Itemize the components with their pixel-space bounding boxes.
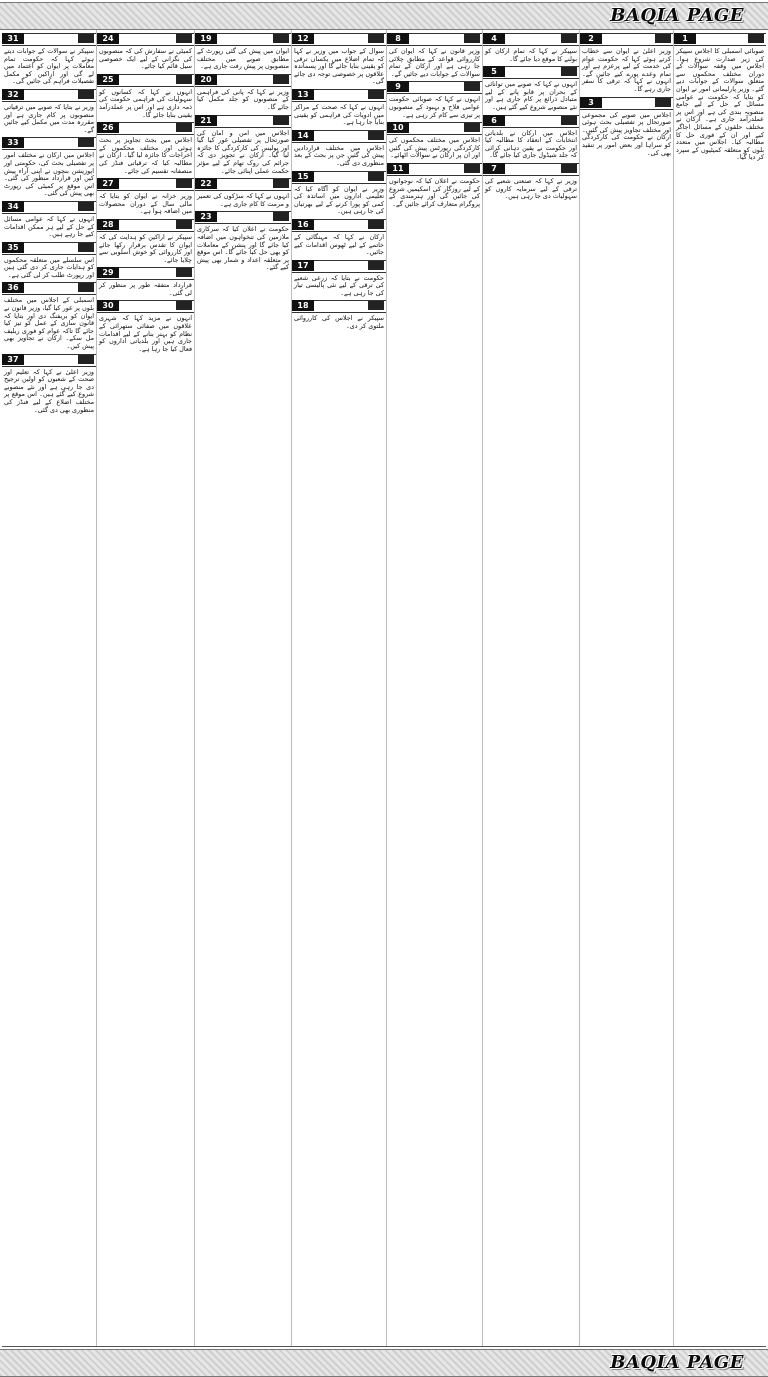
question-header <box>483 115 579 128</box>
question-header <box>2 201 96 214</box>
question-block <box>674 33 766 162</box>
question-tag-icon <box>273 34 289 43</box>
question-text: سپیکر نے سوالات کے جوابات دیتے ہوئے کہا کہ حکومت تمام معاملات پر ایوان کو اعتماد میں لے گی اور اراکین کو مکمل تفصیلات فراہم کی جائیں گی۔ <box>4 47 94 86</box>
question-number: 33 <box>2 137 24 148</box>
question-block <box>387 33 482 78</box>
question-text: انہوں نے کہا کہ صوبائی حکومت عوامی فلاح و بہبود کے منصوبوں پر تیزی سے کام کر رہی ہے۔ <box>389 95 480 119</box>
footer-title: BAQIA PAGE <box>610 1352 744 1373</box>
question-block <box>2 33 96 86</box>
question-text: اجلاس میں ارکان نے مختلف امور پر تفصیلی بحث کی، حکومتی اور اپوزیشن بنچوں نے اپنی آراء پیش کیں اور قرارداد منظور کی گئی۔ اس موقع پر کمیٹی کی رپورٹ بھی پیش کی گئی۔ <box>4 151 94 198</box>
question-text: اسمبلی کے اجلاس میں مختلف بلوں پر غور کیا گیا، وزیر قانون نے ایوان کو بریفنگ دی اور بتایا کہ قانون سازی کے عمل کو تیز کیا جائے گا تاکہ عوام کو فوری ریلیف مل سکے۔ ارکان نے تجاویز بھی پیش کیں۔ <box>4 296 94 351</box>
question-number: 1 <box>674 33 696 44</box>
column-1 <box>2 30 97 1346</box>
question-block <box>387 163 482 208</box>
question-number: 20 <box>195 74 217 85</box>
question-block <box>483 66 579 111</box>
question-text: انہوں نے کہا کہ صوبے میں توانائی کے بحران پر قابو پانے کے لیے متبادل ذرائع پر کام جاری ہے اور نئے منصوبے شروع کیے گئے ہیں۔ <box>485 80 577 111</box>
question-text: حکومت نے بتایا کہ زرعی شعبے کی ترقی کے لیے نئی پالیسی تیار کی جا رہی ہے۔ <box>294 273 384 297</box>
page-header-banner <box>0 2 768 30</box>
question-block <box>580 33 673 94</box>
question-block <box>387 81 482 119</box>
question-text: وزیر خزانہ نے ایوان کو بتایا کہ مالی سال کے دوران محصولات میں اضافہ ہوا ہے۔ <box>99 192 192 216</box>
question-header <box>674 33 766 46</box>
question-header <box>292 219 386 232</box>
question-header <box>292 171 386 184</box>
column-2 <box>97 30 195 1346</box>
question-tag-icon <box>176 75 192 84</box>
question-header <box>387 163 482 176</box>
question-header <box>2 242 96 255</box>
question-text: قرارداد متفقہ طور پر منظور کر لی گئی۔ <box>99 281 192 297</box>
question-text: اجلاس میں صوبے کی مجموعی صورتحال پر تفصیلی بحث ہوئی اور مختلف تجاویز پیش کی گئیں۔ ارکان نے حکومت کی کارکردگی کو سراہا اور بعض امور پر تنقید بھی کی۔ <box>582 110 671 157</box>
question-block <box>97 267 194 297</box>
question-block <box>387 122 482 160</box>
question-tag-icon <box>176 123 192 132</box>
question-number: 36 <box>2 282 24 293</box>
question-header <box>195 115 291 128</box>
question-header <box>580 33 673 46</box>
question-tag-icon <box>748 34 764 43</box>
question-tag-icon <box>561 116 577 125</box>
question-text: وزیر نے ایوان کو آگاہ کیا کہ تعلیمی اداروں میں اساتذہ کی کمی کو پورا کرنے کے لیے بھرتیاں کی جا رہی ہیں۔ <box>294 184 384 216</box>
question-header <box>97 74 194 87</box>
question-tag-icon <box>464 34 480 43</box>
question-tag-icon <box>368 90 384 99</box>
question-text: اجلاس میں امن و امان کی صورتحال پر تفصیلی غور کیا گیا اور پولیس کی کارکردگی کا جائزہ لیا گیا۔ ارکان نے تجویز دی کہ جرائم کی روک تھام کے لیے مؤثر حکمت عملی اپنائی جائے۔ <box>197 128 289 175</box>
question-text: صوبائی اسمبلی کا اجلاس سپیکر کی زیر صدارت شروع ہوا۔ اجلاس میں وقفہ سوالات کے دوران مختلف محکموں سے متعلق سوالات کے جوابات دیے گئے۔ وزیر پارلیمانی امور نے ایوان کو بتایا کہ حکومت نے عوامی مسائل کے حل کے لیے جامع منصوبہ بندی کی ہے اور اس پر عملدرآمد جاری ہے۔ ارکان نے مختلف حلقوں کے مسائل اجاگر کیے اور ان کے فوری حل کا مطالبہ کیا۔ اجلاس میں متعدد بلوں کو متعلقہ کمیٹیوں کے سپرد کر دیا گیا۔ <box>676 47 764 162</box>
question-text: سپیکر نے کہا کہ تمام ارکان کو بولنے کا موقع دیا جائے گا۔ <box>485 47 577 63</box>
question-tag-icon <box>561 67 577 76</box>
question-block <box>97 33 194 71</box>
question-header <box>580 97 673 110</box>
question-text: ارکان نے کہا کہ مہنگائی کے خاتمے کے لیے ٹھوس اقدامات کیے جائیں۔ <box>294 232 384 257</box>
question-block <box>2 282 96 350</box>
question-header <box>97 267 194 280</box>
question-text: وزیر نے بتایا کہ صوبے میں ترقیاتی منصوبوں پر کام جاری ہے اور مقررہ مدت میں مکمل کیے جائیں گے۔ <box>4 102 94 134</box>
question-tag-icon <box>78 283 94 292</box>
question-block <box>292 130 386 168</box>
question-number: 7 <box>483 163 505 174</box>
question-header <box>195 211 291 224</box>
question-block <box>580 97 673 158</box>
question-tag-icon <box>273 179 289 188</box>
question-number: 23 <box>195 211 217 222</box>
question-text: وزیر اعلیٰ نے کہا کہ تعلیم اور صحت کے شعبوں کو اولین ترجیح دی جا رہی ہے اور نئے منصوبے شروع کیے گئے ہیں۔ اس موقع پر مختلف اضلاع کے لیے فنڈز کی منظوری بھی دی گئی۔ <box>4 367 94 414</box>
question-text: اس سلسلے میں متعلقہ محکموں کو ہدایات جاری کر دی گئی ہیں اور رپورٹ طلب کر لی گئی ہے۔ <box>4 255 94 279</box>
question-number: 29 <box>97 267 119 278</box>
question-text: انہوں نے کہا کہ سڑکوں کی تعمیر و مرمت کا کام جاری ہے۔ <box>197 192 289 208</box>
question-text: اجلاس میں بجٹ تجاویز پر بحث ہوئی اور مختلف محکموں کے اخراجات کا جائزہ لیا گیا۔ ارکان نے مطالبہ کیا کہ ترقیاتی فنڈز کی منصفانہ تقسیم کی جائے۔ <box>99 136 192 175</box>
divider <box>2 1346 766 1347</box>
question-text: اجلاس میں مختلف محکموں کی کارکردگی رپورٹس پیش کی گئیں اور ان پر ارکان نے سوالات اٹھائے۔ <box>389 136 480 160</box>
question-number: 4 <box>483 33 505 44</box>
question-text: حکومت نے اعلان کیا کہ سرکاری ملازمین کی تنخواہوں میں اضافہ کیا جائے گا اور پنشن کے معاملات کو بھی حل کیا جائے گا۔ اس موقع پر متعلقہ اعداد و شمار بھی پیش کیے گئے۔ <box>197 225 289 272</box>
question-block <box>292 300 386 330</box>
question-tag-icon <box>176 34 192 43</box>
question-block <box>195 211 291 272</box>
question-header <box>292 33 386 46</box>
question-block <box>292 89 386 127</box>
column-8 <box>674 30 766 1346</box>
question-number: 19 <box>195 33 217 44</box>
question-number: 25 <box>97 74 119 85</box>
question-number: 12 <box>292 33 314 44</box>
question-header <box>292 300 386 313</box>
question-block <box>195 33 291 71</box>
question-block <box>292 171 386 216</box>
question-header <box>97 178 194 191</box>
question-number: 16 <box>292 219 314 230</box>
question-tag-icon <box>464 164 480 173</box>
question-tag-icon <box>655 34 671 43</box>
question-number: 3 <box>580 97 602 108</box>
question-text: وزیر قانون نے کہا کہ ایوان کی کارروائی قواعد کے مطابق چلائی جا رہی ہے اور ارکان کے تمام سوالات کے جوابات دیے جائیں گے۔ <box>389 47 480 78</box>
question-header <box>2 33 96 46</box>
question-block <box>2 137 96 198</box>
question-text: کمیٹی نے سفارش کی کہ منصوبوں کی نگرانی کے لیے ایک خصوصی سیل قائم کیا جائے۔ <box>99 47 192 71</box>
question-tag-icon <box>78 355 94 364</box>
question-tag-icon <box>78 90 94 99</box>
question-text: انہوں نے کہا کہ کسانوں کو سہولیات کی فراہمی حکومت کی ذمہ داری ہے اور اس پر عملدرآمد یقینی بنایا جائے گا۔ <box>99 87 192 119</box>
question-block <box>195 115 291 176</box>
question-text: اجلاس میں مختلف قراردادیں پیش کی گئیں جن پر بحث کے بعد منظوری دی گئی۔ <box>294 143 384 167</box>
page-title: BAQIA PAGE <box>610 5 744 26</box>
question-header <box>387 81 482 94</box>
question-header <box>97 33 194 46</box>
question-block <box>97 178 194 216</box>
question-tag-icon <box>368 220 384 229</box>
question-number: 18 <box>292 300 314 311</box>
question-block <box>97 122 194 175</box>
question-text: حکومت نے اعلان کیا کہ نوجوانوں کے لیے روزگار کی اسکیمیں شروع کی جائیں گی اور ہنرمندی کے پروگرام متعارف کرائے جائیں گے۔ <box>389 176 480 208</box>
question-block <box>483 163 579 201</box>
question-number: 14 <box>292 130 314 141</box>
question-tag-icon <box>176 220 192 229</box>
question-header <box>97 219 194 232</box>
question-header <box>2 282 96 295</box>
question-text: سپیکر نے اجلاس کی کارروائی ملتوی کر دی۔ <box>294 314 384 331</box>
question-block <box>97 300 194 353</box>
question-number: 34 <box>2 201 24 212</box>
question-number: 17 <box>292 260 314 271</box>
question-number: 37 <box>2 354 24 365</box>
question-number: 10 <box>387 122 409 133</box>
question-block <box>97 219 194 264</box>
question-tag-icon <box>176 179 192 188</box>
question-number: 5 <box>483 66 505 77</box>
question-header <box>2 354 96 367</box>
question-number: 9 <box>387 81 409 92</box>
question-number: 30 <box>97 300 119 311</box>
question-header <box>97 122 194 135</box>
question-number: 11 <box>387 163 409 174</box>
question-tag-icon <box>464 82 480 91</box>
question-header <box>387 33 482 46</box>
column-5 <box>387 30 483 1346</box>
question-number: 22 <box>195 178 217 189</box>
question-block <box>97 74 194 119</box>
question-header <box>97 300 194 313</box>
question-tag-icon <box>78 243 94 252</box>
question-tag-icon <box>464 123 480 132</box>
question-block <box>195 178 291 208</box>
question-header <box>292 130 386 143</box>
question-text: وزیر نے کہا کہ پانی کی فراہمی کے منصوبوں کو جلد مکمل کیا جائے گا۔ <box>197 87 289 111</box>
column-6 <box>483 30 580 1346</box>
question-block <box>2 354 96 415</box>
question-number: 2 <box>580 33 602 44</box>
page-footer-banner <box>0 1349 768 1377</box>
question-tag-icon <box>655 98 671 107</box>
question-tag-icon <box>273 116 289 125</box>
question-tag-icon <box>561 34 577 43</box>
question-number: 35 <box>2 242 24 253</box>
question-text: وزیر اعلیٰ نے ایوان سے خطاب کرتے ہوئے کہا کہ حکومت عوام کی خدمت کے لیے پرعزم ہے اور تمام وعدے پورے کیے جائیں گے۔ انہوں نے کہا کہ ترقی کا سفر جاری رہے گا۔ <box>582 47 671 93</box>
question-block <box>292 260 386 298</box>
question-number: 28 <box>97 219 119 230</box>
question-block <box>195 74 291 112</box>
question-text: وزیر نے کہا کہ صنعتی شعبے کی ترقی کے لیے سرمایہ کاروں کو سہولیات دی جا رہی ہیں۔ <box>485 176 577 201</box>
question-header <box>195 74 291 87</box>
question-block <box>483 115 579 160</box>
question-block <box>292 33 386 86</box>
question-text: سپیکر نے اراکین کو ہدایت کی کہ ایوان کا تقدس برقرار رکھا جائے اور کارروائی کو خوش اسلوبی سے چلایا جائے۔ <box>99 232 192 264</box>
column-7 <box>580 30 674 1346</box>
question-tag-icon <box>78 202 94 211</box>
question-text: انہوں نے کہا کہ صحت کے مراکز میں ادویات کی فراہمی کو یقینی بنایا جا رہا ہے۔ <box>294 102 384 127</box>
question-number: 27 <box>97 178 119 189</box>
question-header <box>387 122 482 135</box>
question-tag-icon <box>368 34 384 43</box>
question-number: 8 <box>387 33 409 44</box>
question-block <box>2 201 96 239</box>
question-header <box>2 89 96 102</box>
question-number: 26 <box>97 122 119 133</box>
question-text: انہوں نے مزید کہا کہ شہری علاقوں میں صفائی ستھرائی کے نظام کو بہتر بنانے کے لیے اقدامات جاری ہیں اور بلدیاتی اداروں کو فعال کیا جا رہا ہے۔ <box>99 314 192 353</box>
question-text: اجلاس میں ارکان نے بلدیاتی انتخابات کے انعقاد کا مطالبہ کیا اور حکومت نے یقین دہانی کرائی کہ جلد شیڈول جاری کیا جائے گا۔ <box>485 128 577 160</box>
question-tag-icon <box>78 138 94 147</box>
question-tag-icon <box>368 131 384 140</box>
question-tag-icon <box>368 301 384 310</box>
column-4 <box>292 30 387 1346</box>
question-header <box>195 33 291 46</box>
question-number: 24 <box>97 33 119 44</box>
question-header <box>483 33 579 46</box>
question-tag-icon <box>561 164 577 173</box>
question-number: 21 <box>195 115 217 126</box>
question-tag-icon <box>273 212 289 221</box>
question-number: 13 <box>292 89 314 100</box>
question-header <box>483 66 579 79</box>
newspaper-page <box>2 30 766 1346</box>
question-tag-icon <box>78 34 94 43</box>
question-header <box>292 260 386 273</box>
question-number: 31 <box>2 33 24 44</box>
question-text: سوال کے جواب میں وزیر نے کہا کہ تمام اضلاع میں یکساں ترقی کو یقینی بنایا جائے گا اور پسماندہ علاقوں پر خصوصی توجہ دی جائے گی۔ <box>294 47 384 86</box>
question-tag-icon <box>176 268 192 277</box>
question-number: 6 <box>483 115 505 126</box>
question-tag-icon <box>273 75 289 84</box>
column-3 <box>195 30 292 1346</box>
question-text: انہوں نے کہا کہ عوامی مسائل کے حل کے لیے ہر ممکن اقدامات کیے جا رہے ہیں۔ <box>4 214 94 239</box>
question-header <box>292 89 386 102</box>
question-tag-icon <box>368 261 384 270</box>
question-block <box>292 219 386 257</box>
question-block <box>2 242 96 280</box>
question-block <box>2 89 96 134</box>
question-header <box>195 178 291 191</box>
question-number: 15 <box>292 171 314 182</box>
question-tag-icon <box>176 301 192 310</box>
question-block <box>483 33 579 63</box>
question-header <box>483 163 579 176</box>
question-text: ایوان میں پیش کی گئی رپورٹ کے مطابق صوبے میں مختلف منصوبوں پر پیش رفت جاری ہے۔ <box>197 47 289 71</box>
question-number: 32 <box>2 89 24 100</box>
question-header <box>2 137 96 150</box>
question-tag-icon <box>368 172 384 181</box>
